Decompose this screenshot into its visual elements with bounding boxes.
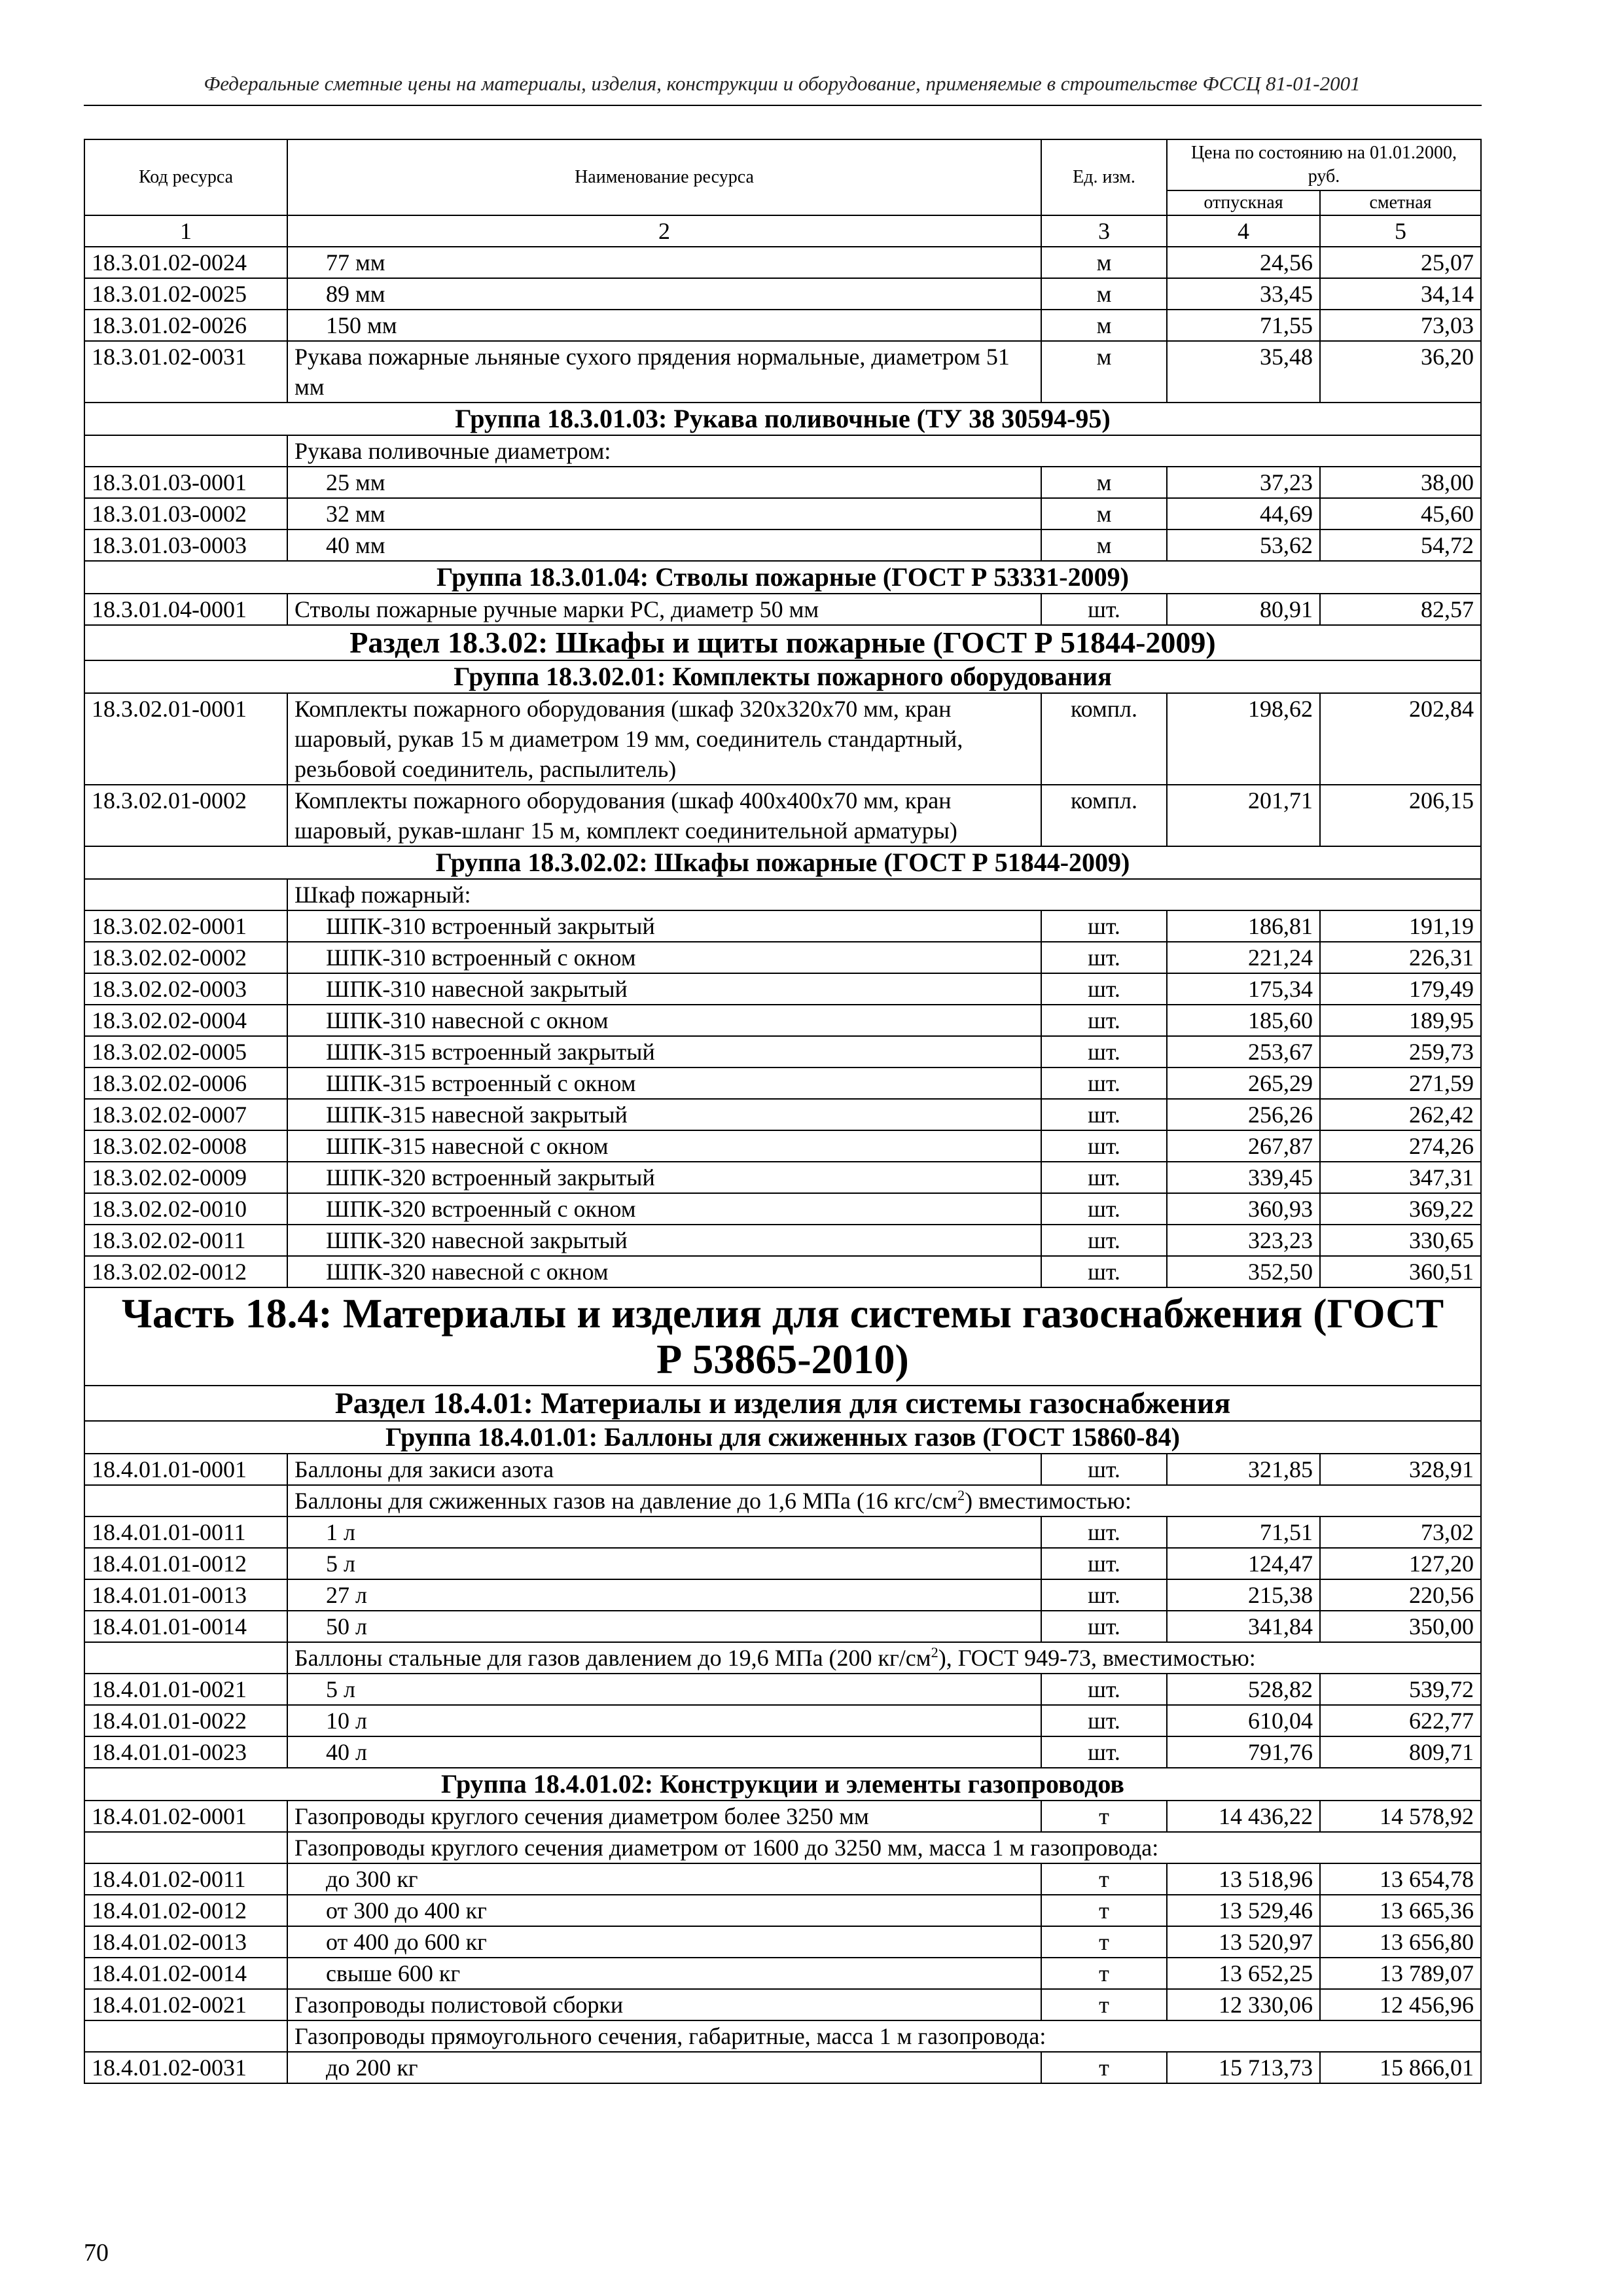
resource-name: до 300 кг	[287, 1863, 1041, 1895]
column-header-release: отпускная	[1167, 190, 1320, 215]
estimate-price: 38,00	[1320, 467, 1481, 498]
release-price: 341,84	[1167, 1611, 1320, 1642]
resource-code: 18.4.01.02-0001	[84, 1801, 287, 1832]
resource-code: 18.3.02.02-0012	[84, 1256, 287, 1287]
unit-cell: шт.	[1041, 594, 1167, 625]
column-header-name: Наименование ресурса	[287, 139, 1041, 215]
table-row	[84, 942, 1481, 973]
subheading: Газопроводы круглого сечения диаметром от 1600 до 3250 мм, масса 1 м газопровода:	[287, 1832, 1481, 1863]
table-row	[84, 1162, 1481, 1193]
resource-name: 150 мм	[287, 310, 1041, 341]
table-row	[84, 785, 1481, 846]
table-row	[84, 1099, 1481, 1130]
subheading-row-row	[84, 2020, 1481, 2052]
estimate-price: 330,65	[1320, 1225, 1481, 1256]
unit-cell: м	[1041, 467, 1167, 498]
resource-code: 18.3.02.02-0004	[84, 1005, 287, 1036]
release-price: 35,48	[1167, 341, 1320, 403]
table-row	[84, 1454, 1481, 1485]
release-price: 256,26	[1167, 1099, 1320, 1130]
unit-cell: шт.	[1041, 1454, 1167, 1485]
group-heading-row	[84, 561, 1481, 594]
unit-cell: шт.	[1041, 973, 1167, 1005]
unit-cell: шт.	[1041, 1579, 1167, 1611]
subheading-row-row	[84, 1485, 1481, 1516]
resource-code: 18.4.01.02-0031	[84, 2052, 287, 2083]
estimate-price: 202,84	[1320, 693, 1481, 785]
table-row	[84, 1958, 1481, 1989]
table-row	[84, 1225, 1481, 1256]
subheading: Баллоны стальные для газов давлением до 19,6 МПа (200 $кг/см^2$), ГОСТ 949-73, вместимостью:	[287, 1642, 1481, 1674]
unit-cell: т	[1041, 1863, 1167, 1895]
group-heading-row	[84, 660, 1481, 693]
table-row	[84, 1736, 1481, 1768]
estimate-price: 127,20	[1320, 1548, 1481, 1579]
table-row	[84, 1801, 1481, 1832]
group-heading: Группа 18.3.02.01: Комплекты пожарного оборудования	[84, 660, 1481, 693]
empty-cell	[84, 1642, 287, 1674]
empty-cell	[84, 1832, 287, 1863]
subheading: Шкаф пожарный:	[287, 879, 1481, 910]
unit-cell: шт.	[1041, 1193, 1167, 1225]
table-row	[84, 467, 1481, 498]
release-price: 80,91	[1167, 594, 1320, 625]
unit-cell: т	[1041, 1895, 1167, 1926]
table-row	[84, 1895, 1481, 1926]
resource-code: 18.3.02.02-0009	[84, 1162, 287, 1193]
resource-code: 18.3.02.02-0010	[84, 1193, 287, 1225]
estimate-price: 622,77	[1320, 1705, 1481, 1736]
table-row	[84, 693, 1481, 785]
resource-name: 27 л	[287, 1579, 1041, 1611]
resource-code: 18.4.01.02-0012	[84, 1895, 287, 1926]
unit-cell: шт.	[1041, 1256, 1167, 1287]
unit-cell: шт.	[1041, 910, 1167, 942]
unit-cell: шт.	[1041, 1611, 1167, 1642]
release-price: 13 518,96	[1167, 1863, 1320, 1895]
column-header-price: Цена по состоянию на 01.01.2000, руб.	[1167, 139, 1481, 190]
table-row	[84, 1067, 1481, 1099]
unit-cell: компл.	[1041, 785, 1167, 846]
estimate-price: 350,00	[1320, 1611, 1481, 1642]
empty-cell	[84, 1485, 287, 1516]
table-row	[84, 1989, 1481, 2020]
section-heading: Раздел 18.3.02: Шкафы и щиты пожарные (ГОСТ Р 51844-2009)	[84, 625, 1481, 660]
column-header-estimate: сметная	[1320, 190, 1481, 215]
resource-name: ШПК-315 навесной закрытый	[287, 1099, 1041, 1130]
resource-code: 18.4.01.02-0011	[84, 1863, 287, 1895]
resource-name: ШПК-320 навесной закрытый	[287, 1225, 1041, 1256]
resource-code: 18.3.02.02-0002	[84, 942, 287, 973]
column-number: 4	[1167, 215, 1320, 247]
release-price: 528,82	[1167, 1674, 1320, 1705]
resource-code: 18.3.01.02-0026	[84, 310, 287, 341]
release-price: 13 520,97	[1167, 1926, 1320, 1958]
resource-code: 18.3.01.02-0025	[84, 278, 287, 310]
part-heading-row	[84, 1287, 1481, 1386]
release-price: 24,56	[1167, 247, 1320, 278]
section-heading-row	[84, 625, 1481, 660]
part-heading: Часть 18.4: Материалы и изделия для системы газоснабжения (ГОСТ Р 53865-2010)	[84, 1287, 1481, 1386]
resource-code: 18.3.02.02-0006	[84, 1067, 287, 1099]
table-row	[84, 910, 1481, 942]
estimate-price: 809,71	[1320, 1736, 1481, 1768]
resource-code: 18.4.01.02-0013	[84, 1926, 287, 1958]
release-price: 267,87	[1167, 1130, 1320, 1162]
release-price: 124,47	[1167, 1548, 1320, 1579]
unit-cell: шт.	[1041, 1516, 1167, 1548]
resource-name: ШПК-315 встроенный с окном	[287, 1067, 1041, 1099]
subheading-row-row	[84, 1642, 1481, 1674]
resource-name: свыше 600 кг	[287, 1958, 1041, 1989]
table-row	[84, 1611, 1481, 1642]
release-price: 71,55	[1167, 310, 1320, 341]
estimate-price: 328,91	[1320, 1454, 1481, 1485]
estimate-price: 220,56	[1320, 1579, 1481, 1611]
resource-name: 32 мм	[287, 498, 1041, 529]
release-price: 610,04	[1167, 1705, 1320, 1736]
group-heading: Группа 18.3.01.04: Стволы пожарные (ГОСТ Р 53331-2009)	[84, 561, 1481, 594]
release-price: 44,69	[1167, 498, 1320, 529]
release-price: 186,81	[1167, 910, 1320, 942]
section-heading-row	[84, 1386, 1481, 1421]
subheading: Рукава поливочные диаметром:	[287, 435, 1481, 467]
resource-name: Стволы пожарные ручные марки РС, диаметр 50 мм	[287, 594, 1041, 625]
table-row	[84, 341, 1481, 403]
release-price: 13 652,25	[1167, 1958, 1320, 1989]
page-number: 70	[84, 2239, 109, 2267]
resource-name: Комплекты пожарного оборудования (шкаф 320х320х70 мм, кран шаровый, рукав 15 м диаметром 19 мм, соединитель стандартный, резьбовой соединитель, распылитель)	[287, 693, 1041, 785]
resource-name: ШПК-315 встроенный закрытый	[287, 1036, 1041, 1067]
group-heading-row	[84, 846, 1481, 879]
resource-name: Газопроводы круглого сечения диаметром более 3250 мм	[287, 1801, 1041, 1832]
resource-name: Комплекты пожарного оборудования (шкаф 400х400х70 мм, кран шаровый, рукав-шланг 15 м, комплект соединительной арматуры)	[287, 785, 1041, 846]
release-price: 215,38	[1167, 1579, 1320, 1611]
unit-cell: шт.	[1041, 1036, 1167, 1067]
resource-name: до 200 кг	[287, 2052, 1041, 2083]
subheading: Баллоны для сжиженных газов на давление до 1,6 МПа (16 кгс/$см^2$) вместимостью:	[287, 1485, 1481, 1516]
subheading-row-row	[84, 1832, 1481, 1863]
column-header-code: Код ресурса	[84, 139, 287, 215]
resource-name: 25 мм	[287, 467, 1041, 498]
resource-code: 18.3.01.02-0031	[84, 341, 287, 403]
unit-cell: т	[1041, 1989, 1167, 2020]
unit-cell: м	[1041, 341, 1167, 403]
resource-name: ШПК-310 навесной с окном	[287, 1005, 1041, 1036]
group-heading-row	[84, 1421, 1481, 1454]
release-price: 198,62	[1167, 693, 1320, 785]
unit-cell: т	[1041, 2052, 1167, 2083]
release-price: 201,71	[1167, 785, 1320, 846]
estimate-price: 13 656,80	[1320, 1926, 1481, 1958]
column-header-unit: Ед. изм.	[1041, 139, 1167, 215]
release-price: 339,45	[1167, 1162, 1320, 1193]
group-heading: Группа 18.4.01.02: Конструкции и элементы газопроводов	[84, 1768, 1481, 1801]
group-heading: Группа 18.3.02.02: Шкафы пожарные (ГОСТ Р 51844-2009)	[84, 846, 1481, 879]
superscript: 2	[931, 1644, 938, 1660]
unit-cell: т	[1041, 1801, 1167, 1832]
estimate-price: 73,03	[1320, 310, 1481, 341]
unit-cell: м	[1041, 498, 1167, 529]
column-number: 1	[84, 215, 287, 247]
table-row	[84, 1863, 1481, 1895]
estimate-price: 347,31	[1320, 1162, 1481, 1193]
table-row	[84, 247, 1481, 278]
column-number: 2	[287, 215, 1041, 247]
resource-code: 18.3.02.02-0007	[84, 1099, 287, 1130]
resource-name: 1 л	[287, 1516, 1041, 1548]
unit-cell: шт.	[1041, 1674, 1167, 1705]
resource-name: Газопроводы полистовой сборки	[287, 1989, 1041, 2020]
release-price: 71,51	[1167, 1516, 1320, 1548]
estimate-price: 189,95	[1320, 1005, 1481, 1036]
resource-name: Рукава пожарные льняные сухого прядения нормальные, диаметром 51 мм	[287, 341, 1041, 403]
resource-name: 89 мм	[287, 278, 1041, 310]
resource-code: 18.3.01.03-0002	[84, 498, 287, 529]
resource-code: 18.3.01.03-0003	[84, 529, 287, 561]
table-row	[84, 1579, 1481, 1611]
table-row	[84, 1705, 1481, 1736]
resource-name: ШПК-320 встроенный с окном	[287, 1193, 1041, 1225]
resource-name: 5 л	[287, 1674, 1041, 1705]
resource-code: 18.4.01.01-0011	[84, 1516, 287, 1548]
table-row	[84, 1926, 1481, 1958]
release-price: 360,93	[1167, 1193, 1320, 1225]
release-price: 352,50	[1167, 1256, 1320, 1287]
release-price: 321,85	[1167, 1454, 1320, 1485]
table-row	[84, 1256, 1481, 1287]
running-header: Федеральные сметные цены на материалы, изделия, конструкции и оборудование, применяемые в строительстве ФССЦ 81-01-2001	[204, 72, 1361, 95]
estimate-price: 82,57	[1320, 594, 1481, 625]
subheading-row-row	[84, 435, 1481, 467]
price-table	[84, 139, 1482, 2084]
subheading: Газопроводы прямоугольного сечения, габаритные, масса 1 м газопровода:	[287, 2020, 1481, 2052]
unit-cell: шт.	[1041, 1548, 1167, 1579]
estimate-price: 73,02	[1320, 1516, 1481, 1548]
estimate-price: 13 789,07	[1320, 1958, 1481, 1989]
unit-cell: т	[1041, 1958, 1167, 1989]
table-row	[84, 310, 1481, 341]
resource-code: 18.4.01.01-0014	[84, 1611, 287, 1642]
section-heading: Раздел 18.4.01: Материалы и изделия для системы газоснабжения	[84, 1386, 1481, 1421]
estimate-price: 13 654,78	[1320, 1863, 1481, 1895]
release-price: 37,23	[1167, 467, 1320, 498]
resource-code: 18.3.01.02-0024	[84, 247, 287, 278]
resource-name: 50 л	[287, 1611, 1041, 1642]
resource-code: 18.3.01.03-0001	[84, 467, 287, 498]
resource-code: 18.4.01.01-0022	[84, 1705, 287, 1736]
resource-name: ШПК-315 навесной с окном	[287, 1130, 1041, 1162]
resource-name: ШПК-310 навесной закрытый	[287, 973, 1041, 1005]
estimate-price: 259,73	[1320, 1036, 1481, 1067]
release-price: 12 330,06	[1167, 1989, 1320, 2020]
resource-name: ШПК-310 встроенный с окном	[287, 942, 1041, 973]
price-table-body	[84, 247, 1481, 2083]
resource-name: 40 л	[287, 1736, 1041, 1768]
table-row	[84, 529, 1481, 561]
unit-cell: шт.	[1041, 1130, 1167, 1162]
estimate-price: 14 578,92	[1320, 1801, 1481, 1832]
estimate-price: 13 665,36	[1320, 1895, 1481, 1926]
release-price: 221,24	[1167, 942, 1320, 973]
resource-code: 18.4.01.01-0013	[84, 1579, 287, 1611]
estimate-price: 271,59	[1320, 1067, 1481, 1099]
table-row	[84, 594, 1481, 625]
table-row	[84, 1516, 1481, 1548]
group-heading-row	[84, 403, 1481, 435]
release-price: 14 436,22	[1167, 1801, 1320, 1832]
release-price: 13 529,46	[1167, 1895, 1320, 1926]
table-row	[84, 1548, 1481, 1579]
resource-name: от 300 до 400 кг	[287, 1895, 1041, 1926]
resource-code: 18.3.02.01-0002	[84, 785, 287, 846]
estimate-price: 206,15	[1320, 785, 1481, 846]
release-price: 185,60	[1167, 1005, 1320, 1036]
table-row	[84, 1005, 1481, 1036]
unit-cell: м	[1041, 247, 1167, 278]
unit-cell: шт.	[1041, 1705, 1167, 1736]
column-number-row	[84, 215, 1481, 247]
resource-code: 18.3.02.02-0008	[84, 1130, 287, 1162]
resource-name: 10 л	[287, 1705, 1041, 1736]
table-row	[84, 278, 1481, 310]
table-row	[84, 1674, 1481, 1705]
empty-cell	[84, 435, 287, 467]
column-number: 3	[1041, 215, 1167, 247]
resource-code: 18.3.02.02-0005	[84, 1036, 287, 1067]
estimate-price: 274,26	[1320, 1130, 1481, 1162]
header-rule	[84, 105, 1482, 106]
release-price: 33,45	[1167, 278, 1320, 310]
unit-cell: шт.	[1041, 942, 1167, 973]
resource-code: 18.4.01.01-0001	[84, 1454, 287, 1485]
table-row	[84, 973, 1481, 1005]
superscript: 2	[957, 1487, 965, 1503]
resource-name: ШПК-310 встроенный закрытый	[287, 910, 1041, 942]
unit-cell: м	[1041, 278, 1167, 310]
estimate-price: 226,31	[1320, 942, 1481, 973]
estimate-price: 179,49	[1320, 973, 1481, 1005]
resource-code: 18.4.01.02-0021	[84, 1989, 287, 2020]
estimate-price: 34,14	[1320, 278, 1481, 310]
estimate-price: 45,60	[1320, 498, 1481, 529]
resource-code: 18.4.01.01-0023	[84, 1736, 287, 1768]
resource-name: от 400 до 600 кг	[287, 1926, 1041, 1958]
table-row	[84, 1036, 1481, 1067]
release-price: 175,34	[1167, 973, 1320, 1005]
release-price: 323,23	[1167, 1225, 1320, 1256]
unit-cell: т	[1041, 1926, 1167, 1958]
resource-name: ШПК-320 навесной с окном	[287, 1256, 1041, 1287]
resource-code: 18.3.02.01-0001	[84, 693, 287, 785]
resource-code: 18.3.01.04-0001	[84, 594, 287, 625]
unit-cell: шт.	[1041, 1225, 1167, 1256]
release-price: 15 713,73	[1167, 2052, 1320, 2083]
estimate-price: 262,42	[1320, 1099, 1481, 1130]
estimate-price: 54,72	[1320, 529, 1481, 561]
unit-cell: шт.	[1041, 1005, 1167, 1036]
unit-cell: шт.	[1041, 1099, 1167, 1130]
resource-code: 18.3.02.02-0003	[84, 973, 287, 1005]
column-number: 5	[1320, 215, 1481, 247]
table-row	[84, 498, 1481, 529]
group-heading: Группа 18.3.01.03: Рукава поливочные (ТУ 38 30594-95)	[84, 403, 1481, 435]
group-heading: Группа 18.4.01.01: Баллоны для сжиженных газов (ГОСТ 15860-84)	[84, 1421, 1481, 1454]
resource-name: ШПК-320 встроенный закрытый	[287, 1162, 1041, 1193]
estimate-price: 36,20	[1320, 341, 1481, 403]
resource-code: 18.4.01.02-0014	[84, 1958, 287, 1989]
release-price: 791,76	[1167, 1736, 1320, 1768]
estimate-price: 360,51	[1320, 1256, 1481, 1287]
subheading-row-row	[84, 879, 1481, 910]
resource-code: 18.4.01.01-0021	[84, 1674, 287, 1705]
resource-name: 77 мм	[287, 247, 1041, 278]
empty-cell	[84, 2020, 287, 2052]
estimate-price: 191,19	[1320, 910, 1481, 942]
estimate-price: 539,72	[1320, 1674, 1481, 1705]
estimate-price: 12 456,96	[1320, 1989, 1481, 2020]
table-row	[84, 1130, 1481, 1162]
release-price: 53,62	[1167, 529, 1320, 561]
unit-cell: м	[1041, 529, 1167, 561]
unit-cell: м	[1041, 310, 1167, 341]
resource-code: 18.4.01.01-0012	[84, 1548, 287, 1579]
release-price: 265,29	[1167, 1067, 1320, 1099]
estimate-price: 369,22	[1320, 1193, 1481, 1225]
resource-name: Баллоны для закиси азота	[287, 1454, 1041, 1485]
estimate-price: 25,07	[1320, 247, 1481, 278]
unit-cell: компл.	[1041, 693, 1167, 785]
table-row	[84, 2052, 1481, 2083]
unit-cell: шт.	[1041, 1162, 1167, 1193]
table-row	[84, 1193, 1481, 1225]
estimate-price: 15 866,01	[1320, 2052, 1481, 2083]
resource-name: 5 л	[287, 1548, 1041, 1579]
resource-code: 18.3.02.02-0001	[84, 910, 287, 942]
unit-cell: шт.	[1041, 1736, 1167, 1768]
resource-name: 40 мм	[287, 529, 1041, 561]
resource-code: 18.3.02.02-0011	[84, 1225, 287, 1256]
release-price: 253,67	[1167, 1036, 1320, 1067]
empty-cell	[84, 879, 287, 910]
group-heading-row	[84, 1768, 1481, 1801]
unit-cell: шт.	[1041, 1067, 1167, 1099]
